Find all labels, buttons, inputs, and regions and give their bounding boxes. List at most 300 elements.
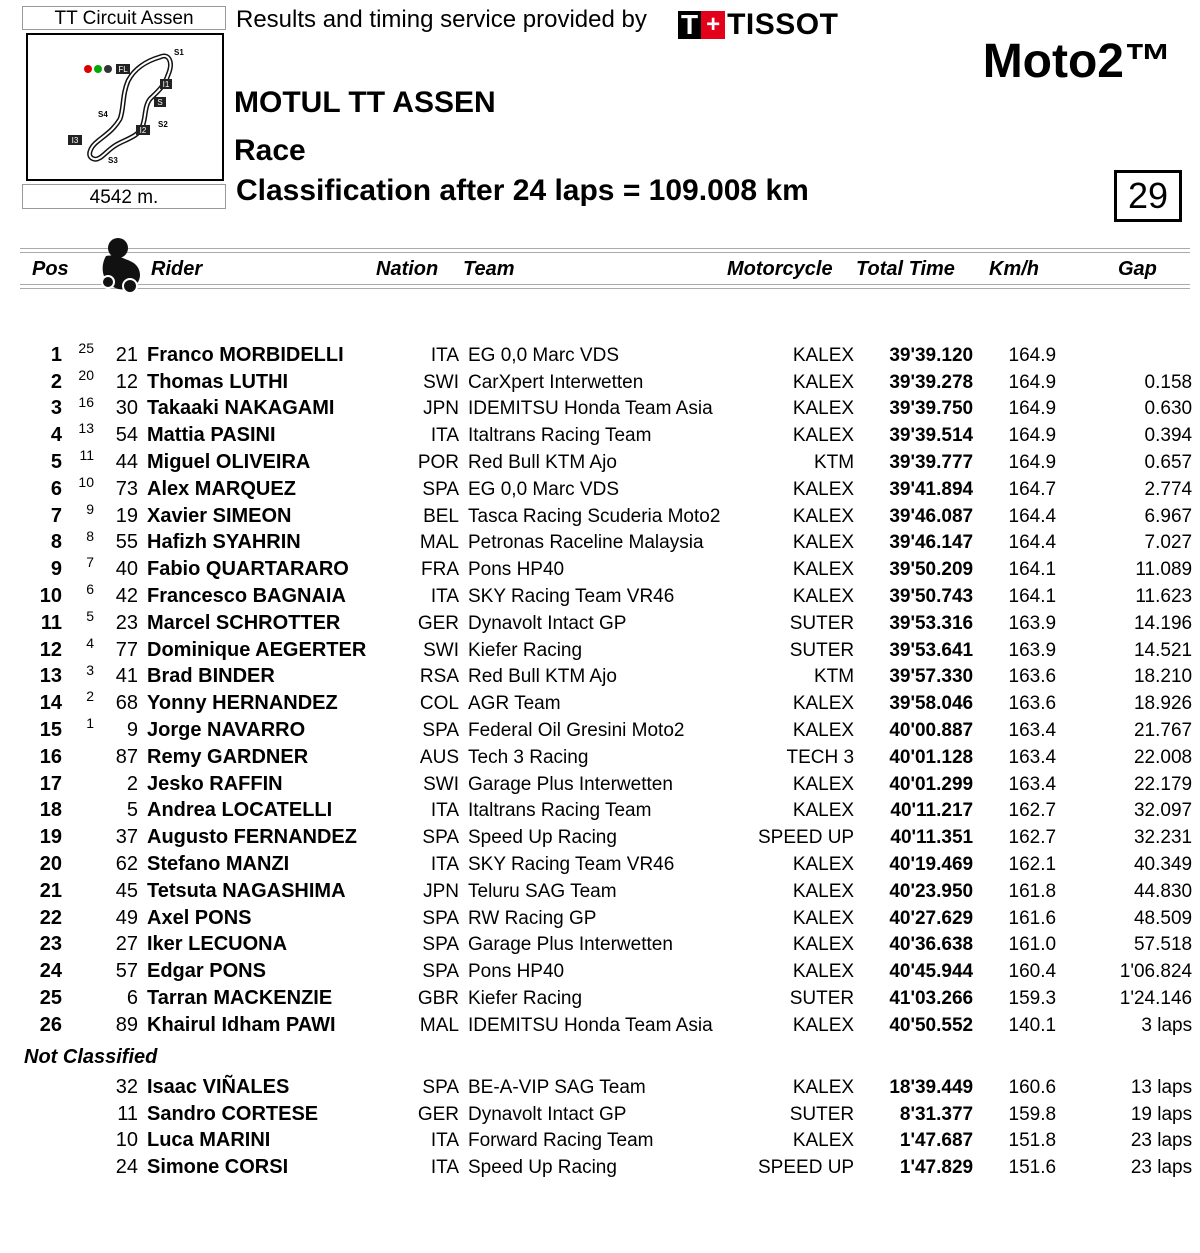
nation: ITA [430, 1130, 459, 1152]
gap: 0.394 [1144, 425, 1193, 447]
position: 17 [39, 772, 62, 795]
motorcycle: KALEX [792, 1076, 855, 1098]
rider-number: 40 [115, 558, 138, 581]
total-time: 40'11.217 [890, 800, 974, 822]
rider-name: Tetsuta NAGASHIMA [147, 879, 346, 902]
team-name: Pons HP40 [468, 961, 565, 983]
team-name: Kiefer Racing [468, 987, 583, 1009]
gap: 13 laps [1130, 1076, 1193, 1098]
team-name: Red Bull KTM Ajo [468, 666, 617, 688]
map-label-fl: FL [118, 65, 128, 74]
points [62, 1126, 96, 1153]
rider-number: 30 [115, 397, 138, 420]
total-time: 39'39.278 [889, 371, 974, 393]
rider-number: 6 [126, 986, 138, 1009]
total-time: 39'46.087 [889, 505, 974, 527]
event-title: MOTUL TT ASSEN [234, 86, 496, 119]
speed-kmh: 159.3 [1008, 987, 1057, 1009]
speed-kmh: 164.7 [1008, 478, 1057, 500]
nation: ITA [430, 425, 459, 447]
gap: 11.623 [1135, 585, 1193, 607]
points: 11 [79, 447, 94, 464]
motorcycle: KALEX [792, 425, 855, 447]
tissot-brand: TISSOT [727, 8, 839, 41]
result-row [20, 554, 1192, 581]
team-name: Italtrans Racing Team [468, 425, 652, 447]
motorcycle: KALEX [792, 1014, 855, 1036]
header-rule-top-2 [20, 252, 1190, 253]
rider-number: 73 [115, 477, 138, 500]
position: 12 [39, 638, 62, 661]
gap: 32.231 [1133, 827, 1193, 849]
nation: SPA [422, 478, 459, 500]
team-name: Dynavolt Intact GP [468, 1103, 627, 1125]
nation: ITA [430, 800, 459, 822]
team-name: SKY Racing Team VR46 [468, 853, 675, 875]
position: 20 [39, 852, 62, 875]
points [62, 796, 96, 823]
header-gap: Gap [1118, 258, 1157, 280]
speed-kmh: 162.7 [1008, 827, 1057, 849]
position: 24 [39, 960, 62, 983]
team-name: Italtrans Racing Team [468, 800, 652, 822]
motorcycle: SUTER [789, 1103, 855, 1125]
map-label-s1: S1 [174, 48, 184, 57]
speed-kmh: 162.7 [1008, 800, 1057, 822]
rider-name: Hafizh SYAHRIN [147, 531, 301, 554]
total-time: 39'50.209 [889, 559, 974, 581]
position: 2 [50, 370, 62, 393]
map-label-i2: I2 [139, 126, 147, 135]
rider-name: Khairul Idham PAWI [147, 1013, 336, 1036]
nation: AUS [419, 746, 459, 768]
result-row [20, 474, 1192, 501]
total-time: 39'57.330 [889, 666, 974, 688]
speed-kmh: 163.4 [1008, 719, 1057, 741]
motorcycle: SPEED UP [758, 827, 855, 849]
team-name: Speed Up Racing [468, 827, 617, 849]
result-row [20, 742, 1192, 769]
total-time: 18'39.449 [889, 1076, 974, 1098]
position: 23 [39, 933, 62, 956]
points: 4 [86, 634, 94, 651]
nation: JPN [423, 880, 459, 902]
motorcycle: KALEX [792, 719, 855, 741]
result-row [20, 956, 1192, 983]
team-name: Petronas Raceline Malaysia [468, 532, 704, 554]
result-row [20, 447, 1192, 474]
position [20, 1152, 62, 1179]
circuit-length: 4542 m. [22, 184, 226, 209]
motorcycle: SUTER [789, 639, 855, 661]
position: 25 [39, 986, 62, 1009]
rider-number: 54 [115, 424, 138, 447]
motorcycle: TECH 3 [786, 746, 855, 768]
gap: 14.521 [1133, 639, 1193, 661]
gap: 48.509 [1133, 907, 1193, 929]
points [62, 1099, 96, 1126]
total-time: 40'19.469 [889, 853, 974, 875]
rider-number: 49 [115, 906, 138, 929]
points: 2 [86, 688, 94, 705]
speed-kmh: 163.4 [1008, 773, 1057, 795]
not-classified-row [20, 1072, 1192, 1099]
position: 26 [39, 1013, 62, 1036]
total-time: 39'41.894 [889, 478, 974, 500]
speed-kmh: 164.4 [1008, 505, 1057, 527]
rider-number: 77 [115, 638, 138, 661]
motorcycle: KALEX [792, 559, 855, 581]
total-time: 40'00.887 [889, 719, 974, 741]
position: 15 [39, 718, 62, 741]
rider-number: 9 [126, 718, 138, 741]
position: 3 [50, 397, 62, 420]
position [20, 1099, 62, 1126]
header-rider: Rider [151, 258, 203, 280]
gap: 40.349 [1133, 853, 1193, 875]
rider-name: Tarran MACKENZIE [147, 986, 333, 1009]
speed-kmh: 164.9 [1008, 398, 1057, 420]
rider-number: 41 [115, 665, 138, 688]
speed-kmh: 151.8 [1008, 1130, 1057, 1152]
tissot-logo [678, 10, 838, 40]
motorcycle: SUTER [789, 612, 855, 634]
nation: FRA [421, 559, 459, 581]
header-total-time: Total Time [856, 258, 955, 280]
map-label-s: S [157, 98, 163, 107]
result-row [20, 769, 1192, 796]
points: 7 [86, 554, 94, 571]
team-name: IDEMITSU Honda Team Asia [468, 1014, 713, 1036]
motorcycle: KALEX [792, 853, 855, 875]
speed-kmh: 163.6 [1008, 693, 1057, 715]
position [20, 1072, 62, 1099]
rider-name: Andrea LOCATELLI [147, 799, 333, 822]
map-label-s2: S2 [158, 120, 168, 129]
total-time: 40'01.128 [889, 746, 974, 768]
position [20, 1126, 62, 1153]
motorcycle: KALEX [792, 800, 855, 822]
position: 1 [50, 343, 62, 366]
header-rule-bottom [20, 284, 1190, 285]
speed-kmh: 160.6 [1008, 1076, 1057, 1098]
points: 1 [86, 715, 94, 732]
team-name: SKY Racing Team VR46 [468, 585, 675, 607]
gap: 3 laps [1141, 1014, 1193, 1036]
points: 10 [78, 473, 94, 490]
result-row [20, 822, 1192, 849]
result-row [20, 608, 1192, 635]
rider-name: Fabio QUARTARARO [147, 558, 349, 581]
total-time: 39'39.120 [889, 344, 974, 366]
speed-kmh: 161.8 [1008, 880, 1057, 902]
header-team: Team [463, 258, 515, 280]
result-row [20, 849, 1192, 876]
total-time: 40'11.351 [890, 827, 974, 849]
points: 25 [78, 340, 94, 356]
rider-name: Jesko RAFFIN [147, 772, 283, 795]
rider-name: Brad BINDER [147, 665, 275, 688]
rider-number: 23 [115, 611, 138, 634]
team-name: Tasca Racing Scuderia Moto2 [468, 505, 721, 527]
gap: 14.196 [1133, 612, 1193, 634]
rider-name: Luca MARINI [147, 1129, 271, 1152]
swiss-cross-icon: + [701, 11, 725, 39]
team-name: IDEMITSU Honda Team Asia [468, 398, 713, 420]
motorcycle: KALEX [792, 1130, 855, 1152]
points: 8 [86, 527, 94, 544]
gap: 11.089 [1135, 559, 1193, 581]
tissot-t: T [678, 11, 701, 39]
rider-number: 12 [115, 370, 138, 393]
not-classified-row [20, 1126, 1192, 1153]
nation: ITA [430, 853, 459, 875]
rider-name: Yonny HERNANDEZ [147, 692, 338, 715]
gap: 19 laps [1130, 1103, 1193, 1125]
gap: 18.926 [1133, 693, 1193, 715]
position: 5 [50, 450, 62, 473]
motorcycle: KALEX [792, 585, 855, 607]
result-row [20, 394, 1192, 421]
nation: SPA [422, 827, 459, 849]
result-row [20, 420, 1192, 447]
points [62, 1152, 96, 1179]
nation: SPA [422, 934, 459, 956]
total-time: 39'46.147 [889, 532, 974, 554]
speed-kmh: 160.4 [1008, 961, 1057, 983]
speed-kmh: 151.6 [1008, 1157, 1057, 1179]
map-label-i3: I3 [71, 136, 79, 145]
nation: SWI [423, 773, 459, 795]
nation: SPA [422, 961, 459, 983]
not-classified-row [20, 1099, 1192, 1126]
speed-kmh: 163.4 [1008, 746, 1057, 768]
rider-number: 32 [115, 1075, 138, 1098]
team-name: CarXpert Interwetten [468, 371, 644, 393]
rider-name: Stefano MANZI [147, 852, 290, 875]
nation: JPN [423, 398, 459, 420]
nation: MAL [419, 532, 459, 554]
total-time: 1'47.687 [899, 1130, 974, 1152]
speed-kmh: 164.1 [1008, 559, 1057, 581]
gap: 44.830 [1133, 880, 1193, 902]
map-label-s3: S3 [108, 156, 118, 165]
points: 5 [86, 607, 94, 624]
gap: 0.657 [1144, 451, 1193, 473]
total-time: 1'47.829 [899, 1157, 974, 1179]
not-classified-label: Not Classified [24, 1046, 158, 1068]
rider-number: 68 [115, 692, 138, 715]
points [62, 876, 96, 903]
rider-number: 24 [115, 1156, 138, 1179]
total-time: 39'39.777 [889, 451, 974, 473]
header-kmh: Km/h [989, 258, 1039, 280]
result-row [20, 635, 1192, 662]
rider-number: 37 [115, 826, 138, 849]
nation: SPA [422, 719, 459, 741]
result-row [20, 688, 1192, 715]
points [62, 956, 96, 983]
team-name: AGR Team [468, 693, 561, 715]
rider-name: Edgar PONS [147, 960, 266, 983]
motorcycle: KALEX [792, 371, 855, 393]
motorcycle: SPEED UP [758, 1157, 855, 1179]
motorcycle: KALEX [792, 934, 855, 956]
rider-name: Isaac VIÑALES [147, 1075, 290, 1098]
points [62, 822, 96, 849]
results-body [20, 340, 1192, 1037]
rider-number: 10 [115, 1129, 138, 1152]
speed-kmh: 164.9 [1008, 344, 1057, 366]
speed-kmh: 164.9 [1008, 371, 1057, 393]
rider-number: 45 [115, 879, 138, 902]
nation: RSA [419, 666, 459, 688]
team-name: Garage Plus Interwetten [468, 773, 673, 795]
total-time: 8'31.377 [899, 1103, 974, 1125]
header-motorcycle: Motorcycle [727, 258, 833, 280]
motorcycle: KALEX [792, 478, 855, 500]
gap: 7.027 [1144, 532, 1193, 554]
result-row [20, 876, 1192, 903]
position: 6 [50, 477, 62, 500]
session-title: Race [234, 134, 306, 167]
speed-kmh: 163.9 [1008, 612, 1057, 634]
result-row [20, 340, 1192, 367]
nation: ITA [430, 344, 459, 366]
result-row [20, 903, 1192, 930]
not-classified-row [20, 1152, 1192, 1179]
nation: MAL [419, 1014, 459, 1036]
motorcycle: KALEX [792, 907, 855, 929]
total-time: 40'45.944 [889, 961, 974, 983]
rider-name: Marcel SCHROTTER [147, 611, 341, 634]
rider-name: Mattia PASINI [147, 424, 276, 447]
points [62, 903, 96, 930]
team-name: Dynavolt Intact GP [468, 612, 627, 634]
map-label-i1: I1 [162, 80, 170, 89]
rider-name: Remy GARDNER [147, 745, 309, 768]
nation: SPA [422, 907, 459, 929]
rider-number: 87 [115, 745, 138, 768]
rider-name: Iker LECUONA [147, 933, 288, 956]
team-name: Pons HP40 [468, 559, 565, 581]
team-name: Federal Oil Gresini Moto2 [468, 719, 685, 741]
result-row [20, 930, 1192, 957]
motorcycle: KTM [813, 666, 855, 688]
speed-kmh: 164.4 [1008, 532, 1057, 554]
nation: COL [419, 693, 459, 715]
gap: 21.767 [1133, 719, 1193, 741]
total-time: 39'58.046 [889, 693, 974, 715]
header-pos: Pos [32, 258, 69, 280]
points [62, 1072, 96, 1099]
rider-name: Thomas LUTHI [147, 370, 289, 393]
points [62, 742, 96, 769]
team-name: RW Racing GP [468, 907, 597, 929]
gap: 18.210 [1133, 666, 1193, 688]
rider-name: Simone CORSI [147, 1156, 289, 1179]
total-time: 41'03.266 [889, 987, 974, 1009]
rider-name: Takaaki NAKAGAMI [147, 397, 335, 420]
classification-title: Classification after 24 laps = 109.008 km [236, 174, 809, 207]
points [62, 769, 96, 796]
total-time: 40'36.638 [889, 934, 974, 956]
nation: GBR [417, 987, 459, 1009]
race-number-box: 29 [1114, 170, 1182, 222]
speed-kmh: 163.6 [1008, 666, 1057, 688]
circuit-map [26, 33, 224, 181]
motorcycle: KALEX [792, 693, 855, 715]
results-table [20, 340, 1192, 1037]
rider-name: Axel PONS [147, 906, 252, 929]
speed-kmh: 163.9 [1008, 639, 1057, 661]
speed-kmh: 161.6 [1008, 907, 1057, 929]
gap: 22.179 [1133, 773, 1193, 795]
position: 19 [39, 826, 62, 849]
rider-number: 42 [115, 584, 138, 607]
total-time: 40'23.950 [889, 880, 974, 902]
rider-number: 5 [126, 799, 138, 822]
points [62, 930, 96, 957]
motorcycle: KALEX [792, 961, 855, 983]
gap: 6.967 [1144, 505, 1193, 527]
rider-name: Augusto FERNANDEZ [147, 826, 357, 849]
rider-number: 62 [115, 852, 138, 875]
total-time: 39'50.743 [889, 585, 974, 607]
result-row [20, 367, 1192, 394]
team-name: Speed Up Racing [468, 1157, 617, 1179]
team-name: BE-A-VIP SAG Team [468, 1076, 646, 1098]
header-rule-top [20, 248, 1190, 249]
rider-name: Miguel OLIVEIRA [147, 450, 311, 473]
position: 7 [50, 504, 62, 527]
position: 21 [39, 879, 62, 902]
motorcycle: KTM [813, 451, 855, 473]
team-name: Tech 3 Racing [468, 746, 589, 768]
nation: SWI [423, 639, 459, 661]
total-time: 40'50.552 [889, 1014, 974, 1036]
gap: 57.518 [1133, 934, 1193, 956]
points: 16 [78, 393, 94, 410]
not-classified-body [20, 1072, 1192, 1179]
position: 22 [39, 906, 62, 929]
gap: 0.158 [1144, 371, 1193, 393]
result-row [20, 715, 1192, 742]
gap: 2.774 [1144, 478, 1193, 500]
rider-number: 11 [117, 1102, 138, 1125]
total-time: 40'01.299 [889, 773, 974, 795]
not-classified-table [20, 1072, 1192, 1179]
total-time: 39'53.641 [889, 639, 974, 661]
team-name: Garage Plus Interwetten [468, 934, 673, 956]
rider-number: 27 [115, 933, 138, 956]
team-name: EG 0,0 Marc VDS [468, 344, 619, 366]
total-time: 39'39.750 [889, 398, 974, 420]
nation: SWI [423, 371, 459, 393]
total-time: 39'53.316 [889, 612, 974, 634]
total-time: 39'39.514 [889, 425, 974, 447]
team-name: Forward Racing Team [468, 1130, 654, 1152]
result-row [20, 501, 1192, 528]
motorcycle: KALEX [792, 344, 855, 366]
position: 11 [40, 611, 62, 634]
points [62, 849, 96, 876]
team-name: Teluru SAG Team [468, 880, 617, 902]
gap: 1'06.824 [1119, 961, 1193, 983]
rider-number: 44 [115, 450, 138, 473]
nation: GER [417, 1103, 459, 1125]
rider-name: Dominique AEGERTER [147, 638, 367, 661]
